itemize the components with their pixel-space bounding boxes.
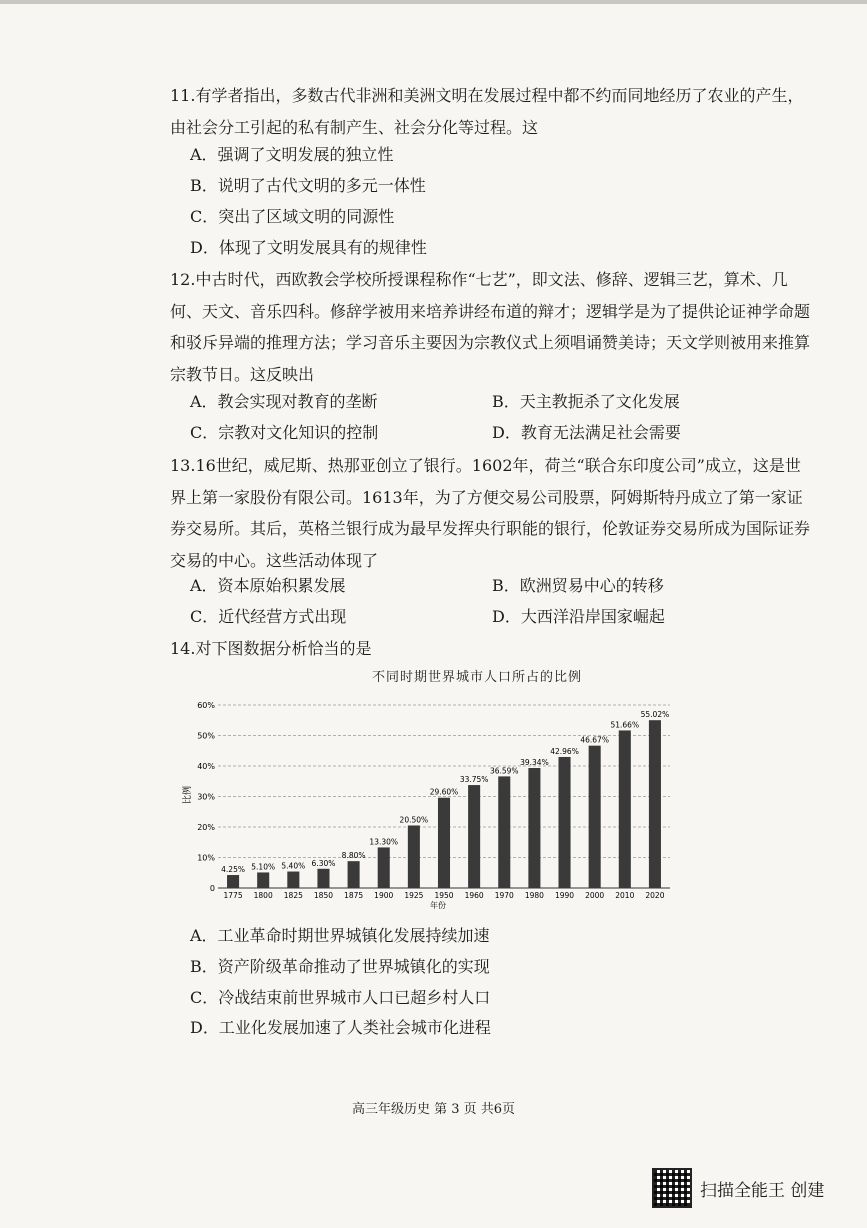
bar [649,720,661,888]
qr-code-icon [652,1168,692,1208]
y-axis-label: 比例 [183,785,193,805]
x-tick-label: 1990 [554,891,575,900]
y-tick-label: 60% [197,701,215,710]
x-tick-label: 1825 [283,891,303,900]
bar [378,847,390,888]
bar-value-label: 6.30% [311,858,336,868]
x-tick-label: 2010 [615,891,635,900]
bar [498,776,510,888]
question-13-option-b: B．欧洲贸易中心的转移 [492,576,664,595]
x-tick-label: 1900 [374,891,394,900]
scanner-watermark [652,1168,867,1218]
question-11-option-d: D．体现了文明发展具有的规律性 [190,238,427,257]
x-axis-label: 年份 [430,901,446,910]
bar [287,872,299,888]
question-12-option-d: D．教育无法满足社会需要 [492,423,681,442]
x-tick-label: 1775 [223,891,243,900]
question-14-option-a: A．工业革命时期世界城镇化发展持续加速 [190,926,490,945]
x-tick-label: 1925 [404,891,424,900]
x-tick-label: 1980 [524,891,544,900]
bar [408,825,420,888]
question-14-stem: 14.对下图数据分析恰当的是 [170,639,372,658]
question-13-option-c: C．近代经营方式出现 [190,607,347,626]
y-tick-label: 0 [209,884,215,893]
bar [589,746,601,888]
bar [317,869,329,888]
bar-value-label: 46.67% [580,735,609,745]
bar-value-label: 33.75% [459,775,489,785]
urban-population-bar-chart [180,695,680,913]
bar-value-label: 5.10% [251,862,276,872]
page-footer: 高三年级历史 第 3 页 共6页 [351,1102,516,1117]
question-12-option-a: A．教会实现对教育的垄断 [190,392,378,411]
bar-value-label: 42.96% [550,746,579,756]
bar-value-label: 13.30% [369,837,399,847]
y-tick-label: 20% [197,823,215,832]
question-11-option-b: B．说明了古代文明的多元一体性 [190,176,426,195]
bar [348,861,360,888]
bar-value-label: 4.25% [221,865,245,875]
chart-title: 不同时期世界城市人口所占的比例 [372,670,583,685]
x-tick-label: 1875 [344,891,364,900]
bar [559,757,571,888]
y-tick-label: 40% [197,762,215,771]
question-13-option-a: A．资本原始积累发展 [190,576,346,595]
bar [619,730,631,888]
y-tick-label: 30% [197,792,215,802]
bar-value-label: 8.80% [341,851,366,861]
bar [257,872,269,888]
x-tick-label: 2020 [645,891,665,900]
scan-edge [0,0,867,4]
y-tick-label: 10% [197,853,215,863]
scanner-watermark-text: 扫描全能王 创建 [700,1181,825,1201]
x-tick-label: 1950 [434,891,454,900]
x-tick-label: 1850 [313,891,334,900]
bar-value-label: 36.59% [489,766,519,776]
bar [528,768,540,888]
bar-value-label: 20.50% [399,815,429,825]
y-tick-label: 50% [197,731,215,741]
x-tick-label: 1970 [494,891,514,900]
bar [438,798,450,888]
x-tick-label: 2000 [585,891,605,900]
question-12-stem: 12.中古时代，西欧教会学校所授课程称作“七艺”，即文法、修辞、逻辑三艺，算术、几何、天文、音乐四科。修辞学被用来培养讲经布道的辩才；逻辑学是为了提供论证神学命题和驳斥异端的推理方法；学习音乐主要因为宗教仪式上须唱诵赞美诗；天文学则被用来推算宗教节日。这反映出 [170,270,811,384]
question-11-option-c: C．突出了区域文明的同源性 [190,207,395,226]
bar-value-label: 39.34% [520,758,549,768]
question-14-option-c: C．冷战结束前世界城市人口已超乡村人口 [190,988,491,1007]
x-tick-label: 1800 [253,891,273,900]
question-13-option-d: D．大西洋沿岸国家崛起 [492,607,665,626]
question-13-stem: 13.16世纪，威尼斯、热那亚创立了银行。1602年，荷兰“联合东印度公司”成立，这是世界上第一家股份有限公司。1613年，为了方便交易公司股票，阿姆斯特丹成立了第一家证券交易所。其后，英格兰银行成为最早发挥央行职能的银行，伦敦证券交易所成为国际证券交易的中心。这些活动体现了 [170,456,811,570]
bar-value-label: 55.02% [640,710,670,720]
question-11-option-a: A．强调了文明发展的独立性 [190,145,394,164]
question-12-option-c: C．宗教对文化知识的控制 [190,423,379,442]
bar-value-label: 51.66% [610,720,640,730]
bar [468,785,480,888]
bar [227,875,239,888]
bar-value-label: 5.40% [281,861,306,871]
bar-value-label: 29.60% [429,787,459,797]
question-14-option-b: B．资产阶级革命推动了世界城镇化的实现 [190,957,490,976]
question-12-option-b: B．天主教扼杀了文化发展 [492,392,680,411]
x-tick-label: 1960 [464,891,484,900]
question-11-stem: 11.有学者指出，多数古代非洲和美洲文明在发展过程中都不约而同地经历了农业的产生，由社会分工引起的私有制产生、社会分化等过程。这 [170,86,804,137]
question-14-option-d: D．工业化发展加速了人类社会城市化进程 [190,1018,491,1037]
